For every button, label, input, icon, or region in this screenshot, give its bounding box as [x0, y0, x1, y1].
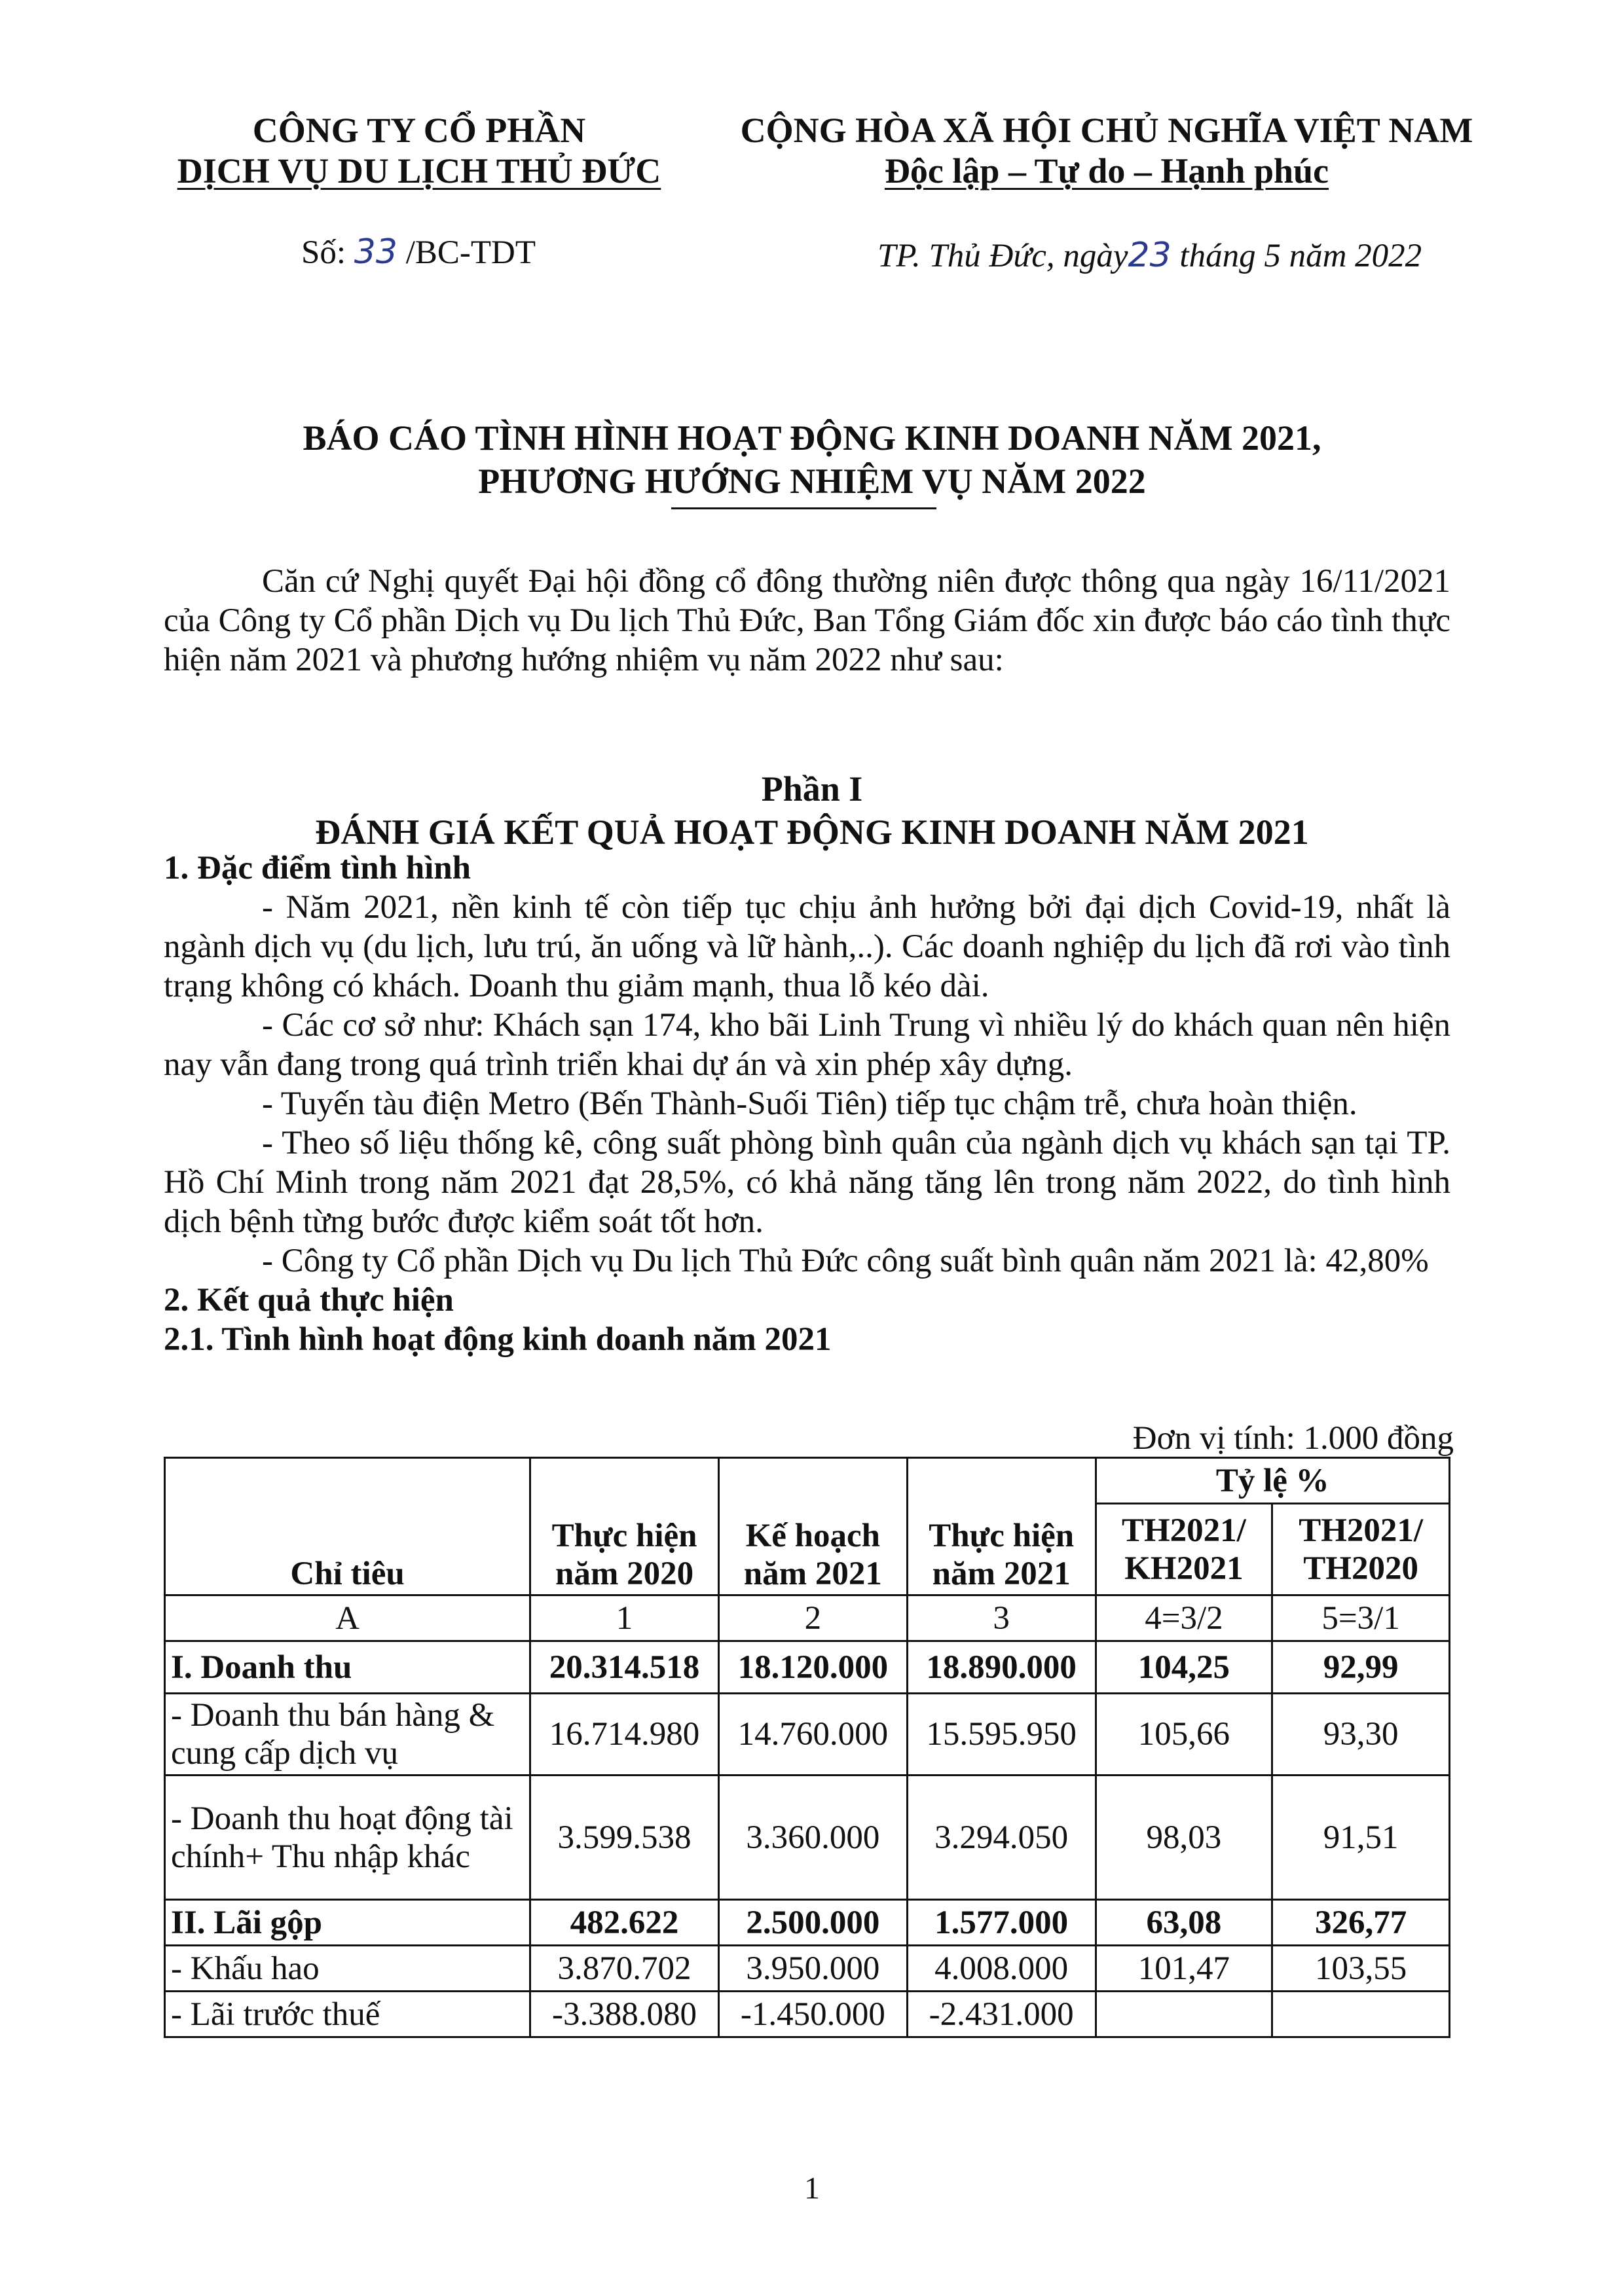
doc-no-suffix: /BC-TDT	[405, 234, 536, 271]
cell: 326,77	[1272, 1900, 1450, 1946]
doc-no-prefix: Số:	[301, 234, 346, 271]
title-rule	[671, 507, 936, 509]
index-cell: A	[165, 1595, 530, 1641]
cell: 91,51	[1272, 1776, 1450, 1900]
section-2-1-heading: 2.1. Tình hình hoạt động kinh doanh năm 2021	[164, 1321, 832, 1358]
report-title	[0, 416, 1624, 503]
unit-note: Đơn vị tính: 1.000 đồng	[1132, 1420, 1454, 1457]
business-results-table	[164, 1457, 1450, 2038]
bullet-3: - Tuyến tàu điện Metro (Bến Thành-Suối Tiên) tiếp tục chậm trễ, chưa hoàn thiện.	[262, 1085, 1357, 1122]
part-title: ĐÁNH GIÁ KẾT QUẢ HOẠT ĐỘNG KINH DOANH NĂM 2021	[315, 812, 1309, 852]
intro-paragraph	[164, 562, 1450, 680]
header-th2021: Thực hiện năm 2021	[907, 1458, 1096, 1595]
cell: 1.577.000	[907, 1900, 1096, 1946]
cell	[1272, 1992, 1450, 2037]
row-label: I. Doanh thu	[165, 1641, 530, 1694]
header-th2020: Thực hiện năm 2020	[530, 1458, 719, 1595]
section-2-heading: 2. Kết quả thực hiện	[164, 1282, 454, 1319]
cell: 92,99	[1272, 1641, 1450, 1694]
index-cell: 1	[530, 1595, 719, 1641]
table-row	[165, 1776, 1450, 1900]
page-number: 1	[804, 2171, 820, 2206]
cell: 18.890.000	[907, 1641, 1096, 1694]
title-line1: BÁO CÁO TÌNH HÌNH HOẠT ĐỘNG KINH DOANH NĂM 2021,	[303, 418, 1321, 458]
table-row	[165, 1641, 1450, 1694]
header-kh2021: Kế hoạch năm 2021	[718, 1458, 907, 1595]
company-line1: CÔNG TY CỔ PHẦN	[252, 111, 586, 150]
section-1	[164, 848, 1450, 1359]
cell: 104,25	[1096, 1641, 1272, 1694]
section-1-heading: 1. Đặc điểm tình hình	[164, 850, 471, 886]
cell: -1.450.000	[718, 1992, 907, 2037]
index-cell: 2	[718, 1595, 907, 1641]
table-index-row	[165, 1595, 1450, 1641]
row-label: - Doanh thu bán hàng & cung cấp dịch vụ	[165, 1694, 530, 1776]
cell: 3.360.000	[718, 1776, 907, 1900]
header-ratio-1: TH2021/ KH2021	[1096, 1504, 1272, 1595]
motto: Độc lập – Tự do – Hạnh phúc	[884, 151, 1329, 191]
cell: 4.008.000	[907, 1946, 1096, 1992]
table-row	[165, 1900, 1450, 1946]
date-prefix: TP. Thủ Đức, ngày	[877, 238, 1128, 274]
cell	[1096, 1992, 1272, 2037]
bullet-2: - Các cơ sở như: Khách sạn 174, kho bãi Linh Trung vì nhiều lý do khách quan nên hiện nay vẫn đang trong quá trình triển khai dự án và xin phép xây dựng.	[164, 1007, 1450, 1083]
cell: 482.622	[530, 1900, 719, 1946]
header-ratio-2: TH2021/ TH2020	[1272, 1504, 1450, 1595]
cell: 3.950.000	[718, 1946, 907, 1992]
row-label: - Doanh thu hoạt động tài chính+ Thu nhập khác	[165, 1776, 530, 1900]
cell: 20.314.518	[530, 1641, 719, 1694]
intro-text: Căn cứ Nghị quyết Đại hội đồng cổ đông thường niên được thông qua ngày 16/11/2021 của Công ty Cổ phần Dịch vụ Du lịch Thủ Đức, Ban Tổng Giám đốc xin được báo cáo tình thực hiện năm 2021 và phương hướng nhiệm vụ năm 2022 như sau:	[164, 563, 1450, 678]
national-motto	[701, 110, 1513, 191]
table-row	[165, 1992, 1450, 2037]
cell: 16.714.980	[530, 1694, 719, 1776]
company-name	[151, 110, 688, 191]
index-cell: 5=3/1	[1272, 1595, 1450, 1641]
cell: -3.388.080	[530, 1992, 719, 2037]
part-heading	[0, 767, 1624, 854]
table-row	[165, 1946, 1450, 1992]
cell: -2.431.000	[907, 1992, 1096, 2037]
title-line2: PHƯƠNG HƯỚNG NHIỆM VỤ NĂM 2022	[478, 462, 1146, 501]
header-chi-tieu: Chỉ tiêu	[165, 1458, 530, 1595]
row-label: - Khấu hao	[165, 1946, 530, 1992]
index-cell: 4=3/2	[1096, 1595, 1272, 1641]
cell: 18.120.000	[718, 1641, 907, 1694]
cell: 3.599.538	[530, 1776, 719, 1900]
index-cell: 3	[907, 1595, 1096, 1641]
country-name: CỘNG HÒA XÃ HỘI CHỦ NGHĨA VIỆT NAM	[740, 111, 1473, 150]
cell: 103,55	[1272, 1946, 1450, 1992]
cell: 2.500.000	[718, 1900, 907, 1946]
cell: 93,30	[1272, 1694, 1450, 1776]
document-number	[301, 232, 536, 272]
cell: 3.294.050	[907, 1776, 1096, 1900]
cell: 3.870.702	[530, 1946, 719, 1992]
table-row	[165, 1694, 1450, 1776]
header-ty-le: Tỷ lệ %	[1096, 1458, 1449, 1504]
company-line2: DỊCH VỤ DU LỊCH THỦ ĐỨC	[177, 151, 661, 191]
bullet-4: - Theo số liệu thống kê, công suất phòng bình quân của ngành dịch vụ khách sạn tại TP. Hồ Chí Minh trong năm 2021 đạt 28,5%, có khả năng tăng lên trong năm 2022, do tình hình dịch bệnh từng bước được kiểm soát tốt hơn.	[164, 1125, 1450, 1240]
cell: 14.760.000	[718, 1694, 907, 1776]
document-date	[877, 236, 1422, 275]
row-label: II. Lãi gộp	[165, 1900, 530, 1946]
cell: 15.595.950	[907, 1694, 1096, 1776]
cell: 63,08	[1096, 1900, 1272, 1946]
date-suffix: tháng 5 năm 2022	[1179, 238, 1422, 274]
cell: 101,47	[1096, 1946, 1272, 1992]
date-handwritten: 23	[1128, 236, 1172, 275]
bullet-5: - Công ty Cổ phần Dịch vụ Du lịch Thủ Đức công suất bình quân năm 2021 là: 42,80%	[262, 1243, 1429, 1279]
cell: 98,03	[1096, 1776, 1272, 1900]
row-label: - Lãi trước thuế	[165, 1992, 530, 2037]
bullet-1: - Năm 2021, nền kinh tế còn tiếp tục chịu ảnh hưởng bởi đại dịch Covid-19, nhất là ngành dịch vụ (du lịch, lưu trú, ăn uống và lữ hành,..). Các doanh nghiệp du lịch đã rơi vào tình trạng không có khách. Doanh thu giảm mạnh, thua lỗ kéo dài.	[164, 889, 1450, 1004]
cell: 105,66	[1096, 1694, 1272, 1776]
doc-no-handwritten: 33	[354, 232, 397, 272]
part-label: Phần I	[761, 769, 863, 809]
